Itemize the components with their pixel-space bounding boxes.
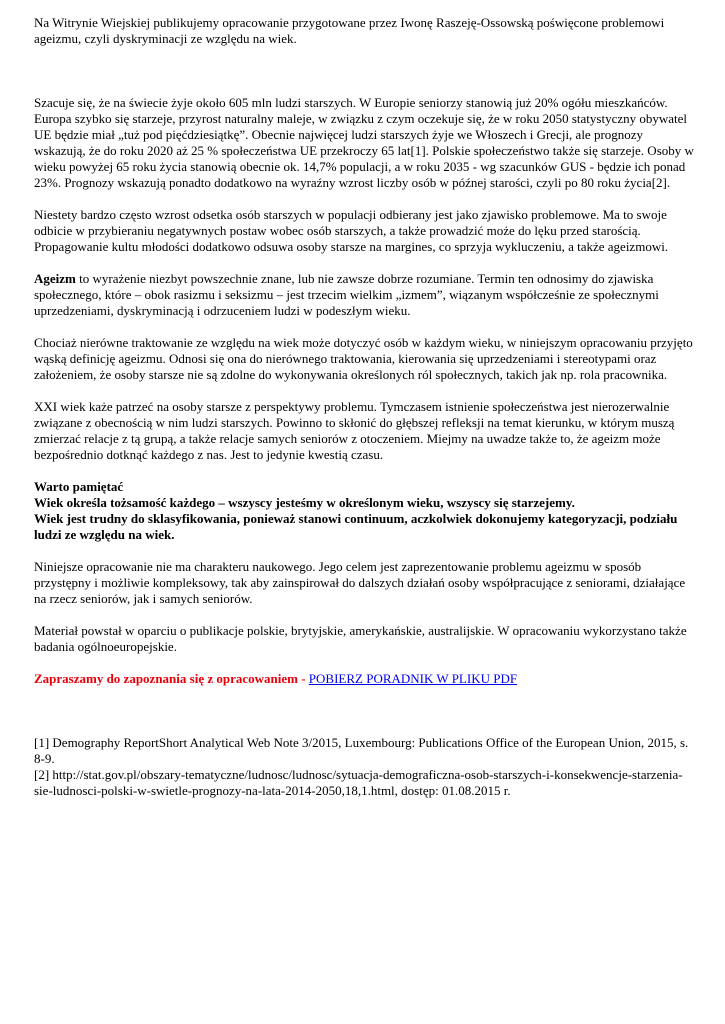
remember-section (34, 479, 694, 543)
spacer (34, 463, 694, 479)
spacer (34, 319, 694, 335)
ageism-term: Ageizm (34, 271, 76, 286)
footnotes (34, 735, 694, 799)
remember-line: Wiek jest trudny do sklasyfikowania, ponieważ stanowi continuum, aczkolwiek dokonujemy kategoryzacji, podziału ludzi ze względu na wiek. (34, 511, 678, 542)
footnote: [1] Demography ReportShort Analytical Web Note 3/2015, Luxembourg: Publications Office of the European Union, 2015, s. 8-9. (34, 735, 689, 766)
spacer (34, 47, 694, 95)
narrow-definition-paragraph: Chociaż nierówne traktowanie ze względu na wiek może dotyczyć osób w każdym wieku, w niniejszym opracowaniu przyjęto wąską definicję ageizmu. Odnosi się ona do nierównego traktowania, kierowania się uprzedzeniami i stereotypami oraz założeniem, że osoby starsze nie są zdolne do wykonywania określonych ról społecznych, takich jak np. rola pracownika. (34, 335, 693, 382)
intro-paragraph: Na Witrynie Wiejskiej publikujemy opracowanie przygotowane przez Iwonę Raszeję-Ossowską poświęcone problemowi ageizmu, czyli dyskryminacji ze względu na wiek. (34, 15, 665, 46)
spacer (34, 543, 694, 559)
ageism-definition-text: to wyrażenie niezbyt powszechnie znane, lub nie zawsze dobrze rozumiane. Termin ten odnosimy do zjawiska społecznego, które – obok rasizmu i seksizmu – jest trzecim wielkim „izmem”, wiązanym współcześnie ze społecznymi uprzedzeniami, dyskryminacją i odrzuceniem ludzi w podeszłym wieku. (34, 271, 659, 318)
ageism-definition-paragraph (34, 271, 694, 319)
footnote: [2] http://stat.gov.pl/obszary-tematyczne/ludnosc/ludnosc/sytuacja-demograficzna-osob-starszych-i-konsekwencje-starzenia-sie-ludnosci-polski-w-swietle-prognozy-na-lata-2014-2050,18,1.html, dostęp: 01.08.2015 r. (34, 767, 683, 798)
document-page (34, 15, 694, 799)
spacer (34, 255, 694, 271)
spacer (34, 191, 694, 207)
remember-line: Wiek określa tożsamość każdego – wszyscy jesteśmy w określonym wieku, wszyscy się starzejemy. (34, 495, 575, 510)
problem-paragraph: Niestety bardzo często wzrost odsetka osób starszych w populacji odbierany jest jako zjawisko problemowe. Ma to swoje odbicie w przybieraniu negatywnych postaw wobec osób starszych, a także prowadzić może do lęku przed starością. Propagowanie kultu młodości dodatkowo odsuwa osoby starsze na margines, co sprzyja wykluczeniu, a także ageizmowi. (34, 207, 669, 254)
spacer (34, 607, 694, 623)
spacer (34, 383, 694, 399)
sources-paragraph: Materiał powstał w oparciu o publikacje polskie, brytyjskie, amerykańskie, australijskie. W opracowaniu wykorzystano także badania ogólnoeuropejskie. (34, 623, 687, 654)
statistics-paragraph: Szacuje się, że na świecie żyje około 605 mln ludzi starszych. W Europie seniorzy stanowią już 20% ogółu mieszkańców. Europa szybko się starzeje, przyrost naturalny maleje, w związku z czym oczekuje się, że w roku 2050 statystyczny obywatel UE będzie miał „tuż pod pięćdziesiątkę”. Obecnie najwięcej ludzi starszych żyje we Włoszech i Grecji, ale prognozy wskazują, że do roku 2020 aż 25 % społeczeństwa UE przekroczy 65 lat[1]. Polskie społeczeństwo także się starzeje. Osoby w wieku powyżej 65 roku życia stanowią obecnie ok. 14,7% populacji, a w roku 2035 - wg szacunków GUS - będzie ich ponad 23%. Prognozy wskazują ponadto dodatkowo na wyraźny wzrost liczby osób w późnej starości, czyli po 80 roku życia[2]. (34, 95, 694, 190)
spacer (34, 687, 694, 735)
invitation-text: Zapraszamy do zapoznania się z opracowaniem - (34, 671, 309, 686)
remember-heading: Warto pamiętać (34, 479, 124, 494)
purpose-paragraph: Niniejsze opracowanie nie ma charakteru naukowego. Jego celem jest zaprezentowanie problemu ageizmu w sposób przystępny i możliwie kompleksowy, tak aby zainspirował do dalszych działań osoby współpracujące z seniorami, działające na rzecz seniorów, jak i samych seniorów. (34, 559, 686, 606)
invitation-paragraph (34, 671, 694, 687)
spacer (34, 655, 694, 671)
download-pdf-link[interactable]: POBIERZ PORADNIK W PLIKU PDF (308, 671, 518, 686)
perspective-paragraph: XXI wiek każe patrzeć na osoby starsze z perspektywy problemu. Tymczasem istnienie społeczeństwa jest nierozerwalnie związane z obecnością w nim ludzi starszych. Powinno to skłonić do głębszej refleksji na temat kierunku, w którym muszą zmierzać relacje z tą grupą, a także relacje samych seniorów z otoczeniem. Miejmy na uwadze także to, że ageizm może bezpośrednio dotknąć każdego z nas. Jest to jedynie kwestią czasu. (34, 399, 675, 462)
